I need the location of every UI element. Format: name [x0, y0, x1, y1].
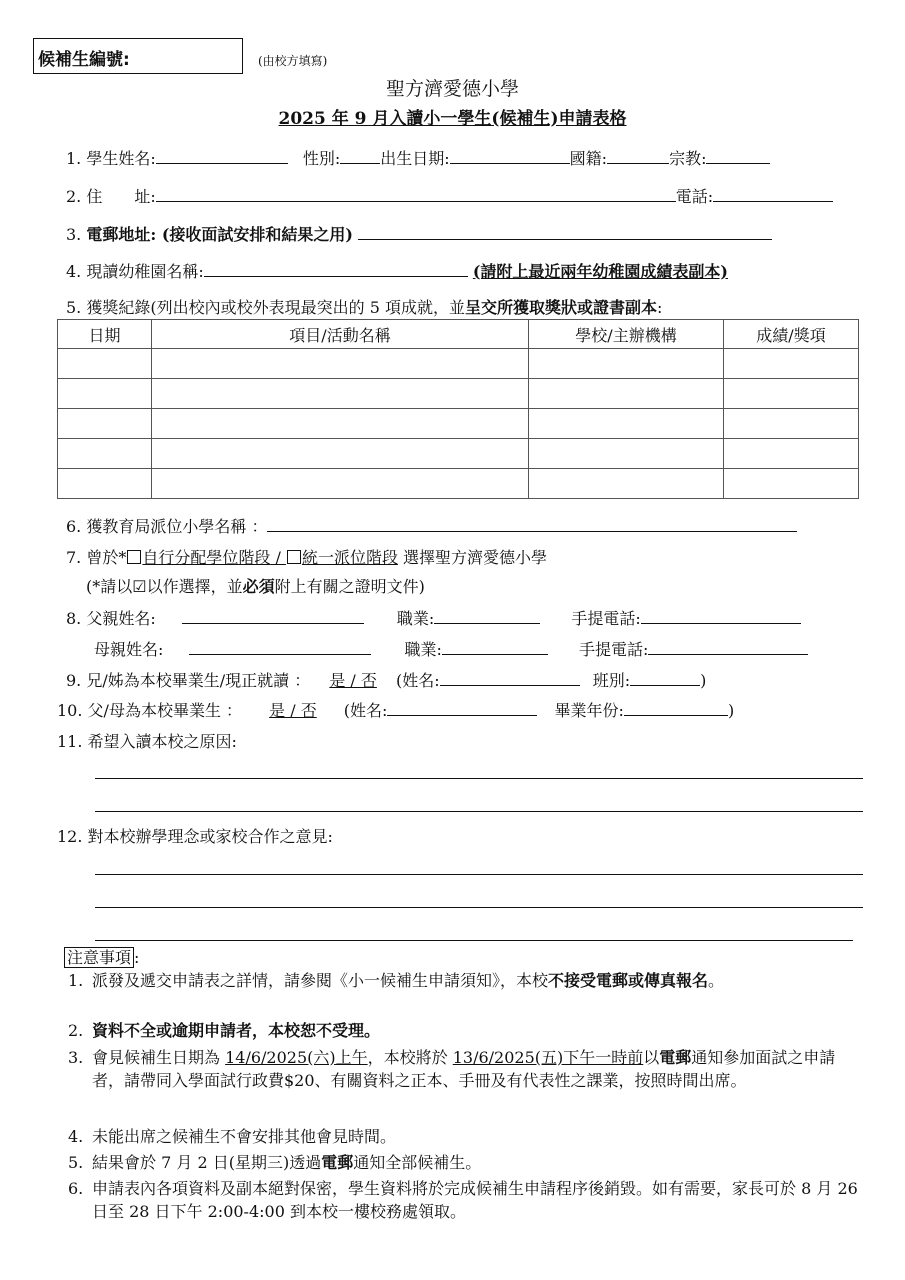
note-text: 會見候補生日期為 [92, 1048, 226, 1067]
note-text-bold: 電郵 [321, 1153, 354, 1172]
opinion-line-2[interactable] [95, 907, 863, 908]
field-number: 3. [66, 225, 82, 244]
dob-field[interactable] [450, 149, 570, 164]
discretionary-stage-label: 自行分配學位階段 [142, 548, 271, 567]
email-field[interactable] [358, 225, 772, 240]
note-text: 派發及遞交申請表之詳情，請參閱《小一候補生申請須知》，本校 [92, 971, 549, 990]
field-row-10 [57, 698, 734, 721]
note-number: 3. [68, 1048, 84, 1067]
field-row-8-father [66, 606, 801, 629]
field-number: 5. [66, 298, 82, 317]
phone-field[interactable] [713, 187, 833, 202]
kindergarten-note: (請附上最近兩年幼稚園成績表副本) [472, 262, 729, 281]
kindergarten-label: 現讀幼稚園名稱: [86, 262, 204, 281]
notes-title: 注意事項 [64, 947, 134, 968]
note-text: ，本校將於 [367, 1048, 453, 1067]
email-label: 電郵地址: (接收面試安排和結果之用) [86, 225, 353, 244]
close-paren: ) [727, 701, 735, 720]
student-name-label: 學生姓名: [86, 149, 156, 168]
table-cell[interactable] [58, 409, 152, 439]
reason-line-1[interactable] [95, 778, 863, 779]
mother-job-field[interactable] [442, 640, 548, 655]
address-field[interactable] [156, 187, 676, 202]
note-number: 4. [68, 1127, 84, 1146]
candidate-number-box[interactable] [33, 38, 243, 74]
opinion-label: 對本校辦學理念或家校合作之意見: [87, 827, 333, 846]
note-text-bold: 資料不全或逾期申請者，本校恕不受理。 [92, 1021, 381, 1040]
interview-date: 14/6/2025(六)上午 [225, 1048, 368, 1067]
central-checkbox[interactable] [287, 550, 301, 564]
candidate-number-label: 候補生編號: [38, 50, 130, 70]
note-number: 2. [68, 1021, 84, 1040]
father-job-field[interactable] [434, 609, 540, 624]
table-cell[interactable] [724, 349, 859, 379]
opinion-line-3[interactable] [95, 940, 853, 941]
note-text: 通知全部候補生。 [353, 1153, 482, 1172]
mother-name-field[interactable] [189, 640, 371, 655]
field-row-8-mother [94, 637, 808, 660]
nationality-label: 國籍: [569, 149, 608, 168]
field-row-5: 5. 獲獎紀錄(列出校內或校外表現最突出的 5 項成就，並呈交所獲取獎狀或證書副本: [66, 298, 663, 317]
parent-alumni-label: 父/母為本校畢業生 ： [87, 701, 243, 720]
sibling-yes-no[interactable]: 是 / 否 [329, 671, 377, 690]
mother-mobile-field[interactable] [648, 640, 808, 655]
table-cell[interactable] [529, 349, 724, 379]
awards-label: 獲獎紀錄(列出校內或校外表現最突出的 5 項成就，並 [86, 298, 465, 317]
separator: / [270, 548, 286, 567]
dob-label: 出生日期: [380, 149, 450, 168]
allocated-school-field[interactable] [267, 517, 797, 532]
col-organizer: 學校/主辦機構 [529, 320, 724, 349]
sibling-name-label: (姓名: [396, 671, 440, 690]
field-number: 6. [66, 517, 82, 536]
parent-yes-no[interactable]: 是 / 否 [269, 701, 317, 720]
table-cell[interactable] [529, 409, 724, 439]
parent-name-field[interactable] [387, 701, 537, 716]
field-row-11 [57, 729, 237, 752]
table-cell[interactable] [152, 379, 529, 409]
table-cell[interactable] [58, 349, 152, 379]
grad-year-label: 畢業年份: [554, 701, 624, 720]
address-label: 住 址: [86, 187, 156, 206]
parent-name-label: (姓名: [343, 701, 388, 720]
note-number: 5. [68, 1153, 84, 1172]
note-text-bold: 電郵 [659, 1048, 692, 1067]
table-cell[interactable] [529, 469, 724, 499]
note-2 [68, 1019, 868, 1042]
field-number: 1. [66, 149, 82, 168]
note-text-bold: 必須 [242, 577, 275, 596]
field-row-4 [66, 259, 728, 282]
table-row [58, 469, 859, 499]
note-text-bold: 不接受電郵或傳真報名 [548, 971, 709, 990]
notes-heading [64, 945, 139, 968]
reason-label: 希望入讀本校之原因: [87, 732, 237, 751]
col-award: 成績/獎項 [724, 320, 859, 349]
table-row [58, 349, 859, 379]
sibling-name-field[interactable] [440, 671, 580, 686]
religion-field[interactable] [706, 149, 770, 164]
note-text: 。 [708, 971, 725, 990]
field-row-3 [66, 222, 772, 245]
note-text: 申請表內各項資料及副本絕對保密，學生資料將於完成候補生申請程序後銷毀。如有需要，家長可於 8 月 26 日至 28 日下午 2:00-4:00 到本校一樓校務處領取。 [92, 1179, 858, 1221]
field-row-2 [66, 184, 833, 207]
allocated-school-label: 獲教育局派位小學名稱 ： [86, 517, 268, 536]
table-row [58, 409, 859, 439]
father-mobile-field[interactable] [641, 609, 801, 624]
table-row [58, 439, 859, 469]
discretionary-checkbox[interactable] [127, 550, 141, 564]
note-5 [68, 1151, 868, 1174]
father-name-field[interactable] [182, 609, 364, 624]
checkbox-icon: ☑ [132, 577, 147, 596]
close-paren: ) [700, 671, 707, 690]
field-row-7 [66, 545, 547, 568]
table-row [58, 379, 859, 409]
note-number: 6. [68, 1179, 84, 1198]
central-stage-label: 統一派位階段 [301, 548, 398, 567]
notify-deadline: 13/6/2025(五)下午一時前 [452, 1048, 644, 1067]
religion-label: 宗教: [669, 149, 707, 168]
table-cell[interactable] [152, 439, 529, 469]
table-cell[interactable] [529, 439, 724, 469]
field-number: 12. [57, 827, 83, 846]
mother-mobile-label: 手提電話: [579, 640, 649, 659]
field-7-note [86, 574, 425, 597]
field-row-12 [57, 824, 333, 847]
table-cell[interactable] [58, 379, 152, 409]
field-number: 10. [57, 701, 83, 720]
student-name-field[interactable] [156, 149, 288, 164]
field-row-9 [66, 668, 706, 691]
father-mobile-label: 手提電話: [571, 609, 641, 628]
table-cell[interactable] [724, 469, 859, 499]
opinion-line-1[interactable] [95, 874, 863, 875]
candidate-note: (由校方填寫) [258, 54, 328, 68]
sibling-class-field[interactable] [630, 671, 700, 686]
sibling-class-label: 班別: [592, 671, 631, 690]
awards-label-bold: 呈交所獲取獎狀或證書副本 [464, 298, 657, 317]
field-row-1 [66, 146, 770, 169]
col-activity: 項目/活動名稱 [152, 320, 529, 349]
note-text: 未能出席之候補生不會安排其他會見時間。 [92, 1127, 397, 1146]
note-6 [68, 1177, 868, 1223]
col-date: 日期 [58, 320, 152, 349]
table-cell[interactable] [724, 409, 859, 439]
note-4 [68, 1125, 868, 1148]
note-number: 1. [68, 971, 84, 990]
form-title: 2025 年 9 月入讀小一學生(候補生)申請表格 [278, 109, 627, 129]
table-cell[interactable] [58, 439, 152, 469]
notes-colon: : [134, 948, 140, 967]
field-row-6 [66, 514, 797, 537]
note-text: 通知參加面試之申請者，請帶同入學面試行政費$20、有關資料之正本、手冊及有代表性之課業，按照時間出席。 [92, 1048, 836, 1090]
kindergarten-field[interactable] [204, 262, 468, 277]
note-text: 以作選擇，並 [146, 577, 243, 596]
note-1 [68, 969, 868, 992]
field-number: 2. [66, 187, 82, 206]
gender-label: 性別: [302, 149, 341, 168]
field-number: 8. [66, 609, 82, 628]
phone-label: 電話: [675, 187, 714, 206]
note-3 [68, 1046, 868, 1092]
stage-label: 曾於* [86, 548, 127, 567]
mother-name-label: 母親姓名: [94, 640, 164, 659]
table-cell[interactable] [529, 379, 724, 409]
table-cell[interactable] [152, 409, 529, 439]
mother-job-label: 職業: [404, 640, 442, 659]
note-text: 附上有關之證明文件) [274, 577, 425, 596]
field-number: 9. [66, 671, 82, 690]
field-number: 4. [66, 262, 82, 281]
table-cell[interactable] [724, 379, 859, 409]
school-name: 聖方濟愛德小學 [385, 78, 519, 100]
table-cell[interactable] [58, 469, 152, 499]
field-number: 11. [57, 732, 83, 751]
stage-suffix: 選擇聖方濟愛德小學 [397, 548, 548, 567]
awards-header-row [58, 320, 859, 349]
father-job-label: 職業: [396, 609, 435, 628]
note-text: (*請以 [86, 577, 133, 596]
table-cell[interactable] [724, 439, 859, 469]
field-number: 7. [66, 548, 82, 567]
reason-line-2[interactable] [95, 811, 863, 812]
awards-table [57, 319, 859, 499]
table-cell[interactable] [152, 349, 529, 379]
table-cell[interactable] [152, 469, 529, 499]
gender-field[interactable] [340, 149, 380, 164]
note-text: 結果會於 7 月 2 日(星期三)透過 [92, 1153, 322, 1172]
nationality-field[interactable] [607, 149, 669, 164]
grad-year-field[interactable] [624, 701, 728, 716]
sibling-label: 兄/姊為本校畢業生/現正就讀 ： [86, 671, 311, 690]
note-text: 以 [643, 1048, 660, 1067]
father-name-label: 父親姓名: [86, 609, 156, 628]
